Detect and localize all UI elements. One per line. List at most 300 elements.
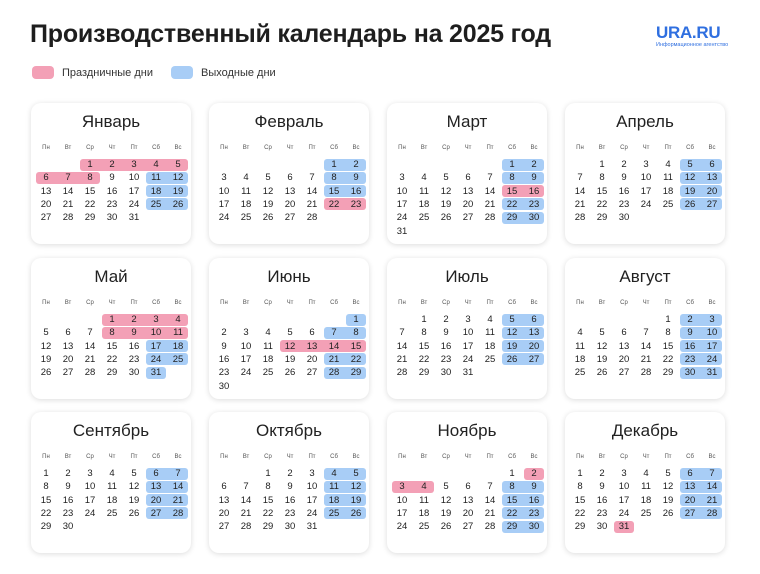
day-cell: 22 (106, 353, 118, 365)
day-cell: 5 (599, 327, 605, 339)
weekday-label: Пт (486, 300, 494, 306)
day-cell: 20 (40, 198, 52, 210)
day-cell: 22 (350, 353, 362, 365)
day-cell: 17 (462, 340, 474, 352)
weekday-label: Вт (64, 300, 72, 306)
day-cell: 17 (240, 353, 252, 365)
day-cell: 31 (150, 367, 162, 379)
day-cell: 28 (574, 212, 586, 224)
day-cell: 12 (440, 494, 452, 506)
day-cell: 23 (528, 507, 540, 519)
day-cell: 21 (306, 198, 318, 210)
day-cell: 3 (131, 159, 137, 170)
day-cell: 9 (287, 481, 293, 493)
day-cell: 4 (331, 468, 337, 479)
day-cell: 13 (218, 494, 230, 506)
legend-item-weekends (171, 66, 276, 79)
weekday-label: Пт (308, 454, 316, 460)
day-cell: 1 (87, 159, 93, 170)
day-cell: 15 (596, 185, 608, 197)
month-name: Март (446, 112, 488, 131)
day-cell: 10 (84, 481, 96, 493)
day-cell: 11 (173, 327, 183, 339)
weekday-label: Вт (242, 454, 250, 460)
day-cell: 18 (106, 494, 118, 506)
day-cell: 23 (350, 198, 362, 210)
month-name: Февраль (254, 112, 324, 131)
day-cell: 26 (662, 507, 674, 519)
day-cell: 6 (687, 468, 693, 479)
day-cell: 17 (706, 340, 718, 352)
day-cell: 28 (306, 212, 318, 224)
day-cell: 8 (599, 172, 605, 184)
day-cell: 28 (396, 367, 408, 379)
day-cell: 17 (640, 185, 652, 197)
day-cell: 24 (706, 353, 718, 365)
weekday-label: Пн (220, 300, 228, 306)
day-cell: 4 (643, 468, 649, 479)
weekday-label: Ср (264, 454, 272, 460)
day-cell: 13 (706, 172, 718, 184)
day-cell: 24 (218, 212, 230, 224)
weekday-label: Ср (620, 454, 628, 460)
day-cell: 21 (84, 353, 96, 365)
day-cell: 25 (106, 507, 118, 519)
day-cell: 20 (150, 494, 162, 506)
weekday-label: Вт (420, 454, 428, 460)
day-cell: 9 (221, 340, 227, 352)
month-card (565, 258, 725, 399)
day-cell: 21 (328, 353, 340, 365)
month-card (565, 412, 725, 553)
day-cell: 28 (706, 507, 718, 519)
day-cell: 22 (596, 198, 608, 210)
weekday-label: Вт (242, 300, 250, 306)
day-cell: 25 (662, 198, 674, 210)
day-cell: 2 (287, 468, 293, 479)
month-card (565, 103, 725, 244)
day-cell: 20 (218, 507, 230, 519)
weekday-label: Чт (286, 454, 294, 460)
day-cell: 26 (128, 507, 140, 519)
day-cell: 27 (284, 212, 296, 224)
day-cell: 26 (350, 507, 362, 519)
weekday-label: Пт (664, 145, 672, 151)
day-cell: 20 (462, 198, 474, 210)
day-cell: 18 (484, 340, 496, 352)
weekday-label: Ср (442, 145, 450, 151)
month-card (31, 103, 191, 244)
day-cell: 28 (240, 521, 252, 533)
weekday-label: Чт (642, 300, 650, 306)
day-cell: 11 (151, 172, 161, 184)
weekday-label: Ср (86, 300, 94, 306)
day-cell: 18 (328, 494, 340, 506)
day-cell: 18 (240, 198, 252, 210)
day-cell: 24 (84, 507, 96, 519)
day-cell: 17 (396, 507, 408, 519)
day-cell: 21 (396, 353, 408, 365)
day-cell: 18 (150, 185, 162, 197)
day-cell: 27 (684, 507, 696, 519)
day-cell: 19 (684, 185, 696, 197)
day-cell: 15 (40, 494, 52, 506)
day-cell: 1 (577, 468, 583, 479)
day-cell: 5 (353, 468, 359, 479)
day-cell: 3 (309, 468, 315, 479)
day-cell: 22 (418, 353, 430, 365)
weekday-label: Пн (220, 145, 228, 151)
day-cell: 4 (577, 327, 583, 339)
day-cell: 2 (687, 314, 693, 325)
day-cell: 28 (484, 521, 496, 533)
day-cell: 29 (574, 521, 586, 533)
day-cell: 23 (284, 507, 296, 519)
day-cell: 19 (440, 198, 452, 210)
day-cell: 16 (440, 340, 452, 352)
weekday-label: Сб (686, 145, 694, 151)
weekday-label: Чт (286, 145, 294, 151)
day-cell: 17 (618, 494, 630, 506)
day-cell: 5 (43, 327, 49, 339)
day-cell: 13 (40, 185, 52, 197)
day-cell: 4 (175, 314, 181, 325)
weekday-label: Сб (330, 145, 338, 151)
day-cell: 5 (175, 159, 181, 170)
day-cell: 18 (172, 340, 184, 352)
day-cell: 21 (484, 198, 496, 210)
weekday-label: Пн (576, 300, 584, 306)
day-cell: 26 (284, 367, 296, 379)
weekday-label: Вс (530, 300, 538, 306)
day-cell: 2 (109, 159, 115, 170)
day-cell: 11 (575, 340, 585, 352)
month-name: Июнь (267, 267, 311, 286)
month-card (209, 103, 369, 244)
day-cell: 17 (306, 494, 318, 506)
day-cell: 24 (640, 198, 652, 210)
day-cell: 6 (65, 327, 71, 339)
day-cell: 11 (263, 340, 273, 352)
day-cell: 12 (284, 340, 296, 352)
legend-item-holidays (32, 66, 153, 79)
day-cell: 7 (65, 172, 71, 184)
weekday-label: Чт (464, 454, 472, 460)
day-cell: 20 (618, 353, 630, 365)
month-name: Сентябрь (72, 421, 150, 440)
day-cell: 13 (462, 185, 474, 197)
day-cell: 8 (109, 327, 115, 339)
day-cell: 10 (150, 327, 162, 339)
day-cell: 6 (153, 468, 159, 479)
day-cell: 4 (109, 468, 115, 479)
day-cell: 31 (618, 521, 630, 533)
day-cell: 4 (421, 481, 427, 493)
day-cell: 8 (509, 172, 515, 184)
day-cell: 25 (240, 212, 252, 224)
day-cell: 10 (306, 481, 318, 493)
weekday-label: Чт (464, 145, 472, 151)
holiday-swatch (32, 66, 54, 79)
day-cell: 3 (243, 327, 249, 339)
day-cell: 13 (62, 340, 74, 352)
day-cell: 12 (662, 481, 674, 493)
weekday-label: Ср (442, 454, 450, 460)
legend (32, 66, 294, 79)
month-card (387, 103, 547, 244)
day-cell: 8 (509, 481, 515, 493)
day-cell: 14 (640, 340, 652, 352)
day-cell: 13 (306, 340, 318, 352)
day-cell: 16 (618, 185, 630, 197)
day-cell: 11 (419, 185, 429, 197)
day-cell: 3 (399, 172, 405, 184)
day-cell: 8 (665, 327, 671, 339)
weekday-label: Пн (576, 454, 584, 460)
day-cell: 9 (109, 172, 115, 184)
day-cell: 2 (443, 314, 449, 325)
day-cell: 18 (262, 353, 274, 365)
weekday-label: Вс (352, 300, 360, 306)
day-cell: 14 (574, 185, 586, 197)
day-cell: 8 (421, 327, 427, 339)
legend-label-holidays: Праздничные дни (62, 66, 153, 79)
weekday-label: Сб (152, 454, 160, 460)
day-cell: 6 (309, 327, 315, 339)
day-cell: 1 (109, 314, 115, 325)
day-cell: 29 (84, 212, 96, 224)
day-cell: 2 (131, 314, 137, 325)
day-cell: 9 (353, 172, 359, 184)
weekday-label: Пн (576, 145, 584, 151)
day-cell: 6 (43, 172, 49, 184)
day-cell: 24 (150, 353, 162, 365)
day-cell: 1 (331, 159, 337, 170)
month-card (209, 412, 369, 553)
day-cell: 13 (618, 340, 630, 352)
day-cell: 15 (506, 185, 518, 197)
day-cell: 15 (328, 185, 340, 197)
weekday-label: Вс (708, 145, 716, 151)
day-cell: 24 (462, 353, 474, 365)
day-cell: 31 (396, 225, 408, 237)
day-cell: 17 (218, 198, 230, 210)
day-cell: 14 (328, 340, 340, 352)
weekday-label: Ср (264, 300, 272, 306)
day-cell: 5 (443, 481, 449, 493)
weekday-label: Ср (442, 300, 450, 306)
day-cell: 24 (306, 507, 318, 519)
day-cell: 12 (684, 172, 696, 184)
day-cell: 25 (418, 212, 430, 224)
day-cell: 27 (462, 212, 474, 224)
day-cell: 22 (84, 198, 96, 210)
day-cell: 31 (306, 521, 318, 533)
ura-ru-logo[interactable] (656, 24, 736, 49)
weekday-label: Вт (598, 145, 606, 151)
day-cell: 27 (618, 367, 630, 379)
day-cell: 5 (131, 468, 137, 479)
day-cell: 24 (618, 507, 630, 519)
day-cell: 25 (418, 521, 430, 533)
day-cell: 1 (265, 468, 271, 479)
day-cell: 27 (306, 367, 318, 379)
day-cell: 2 (531, 468, 537, 479)
day-cell: 15 (506, 494, 518, 506)
day-cell: 12 (350, 481, 362, 493)
weekday-label: Сб (330, 454, 338, 460)
page-title: Производственный календарь на 2025 год (30, 20, 551, 48)
day-cell: 20 (462, 507, 474, 519)
day-cell: 30 (62, 521, 74, 533)
weekday-label: Пн (42, 454, 50, 460)
day-cell: 22 (574, 507, 586, 519)
weekday-label: Пт (130, 145, 138, 151)
day-cell: 8 (43, 481, 49, 493)
day-cell: 16 (284, 494, 296, 506)
day-cell: 11 (663, 172, 673, 184)
weekday-label: Вт (242, 145, 250, 151)
day-cell: 16 (528, 494, 540, 506)
day-cell: 18 (418, 198, 430, 210)
day-cell: 29 (596, 212, 608, 224)
day-cell: 28 (84, 367, 96, 379)
day-cell: 20 (684, 494, 696, 506)
weekday-label: Чт (108, 300, 116, 306)
day-cell: 7 (175, 468, 181, 479)
day-cell: 23 (618, 198, 630, 210)
day-cell: 29 (350, 367, 362, 379)
day-cell: 1 (43, 468, 49, 479)
logo-tagline: Информационное агентство (656, 42, 729, 48)
weekday-label: Вт (64, 145, 72, 151)
day-cell: 2 (221, 327, 227, 339)
day-cell: 9 (531, 172, 537, 184)
day-cell: 26 (262, 212, 274, 224)
day-cell: 4 (421, 172, 427, 184)
month-name: Июль (445, 267, 489, 286)
weekday-label: Сб (508, 145, 516, 151)
day-cell: 29 (106, 367, 118, 379)
day-cell: 30 (440, 367, 452, 379)
day-cell: 27 (218, 521, 230, 533)
day-cell: 2 (621, 159, 627, 170)
day-cell: 16 (218, 353, 230, 365)
day-cell: 6 (709, 159, 715, 170)
day-cell: 1 (509, 468, 515, 479)
day-cell: 9 (531, 481, 537, 493)
day-cell: 8 (331, 172, 337, 184)
day-cell: 31 (462, 367, 474, 379)
day-cell: 23 (684, 353, 696, 365)
weekday-label: Пн (398, 300, 406, 306)
weekday-label: Чт (464, 300, 472, 306)
day-cell: 15 (418, 340, 430, 352)
month-name: Ноябрь (437, 421, 497, 440)
day-cell: 27 (528, 353, 540, 365)
weekday-label: Вт (598, 454, 606, 460)
day-cell: 27 (706, 198, 718, 210)
month-card (31, 258, 191, 399)
day-cell: 21 (240, 507, 252, 519)
day-cell: 1 (509, 159, 515, 170)
day-cell: 14 (172, 481, 184, 493)
weekday-label: Вт (598, 300, 606, 306)
day-cell: 19 (662, 494, 674, 506)
weekday-label: Чт (642, 145, 650, 151)
day-cell: 10 (706, 327, 718, 339)
day-cell: 9 (687, 327, 693, 339)
weekday-label: Пт (130, 454, 138, 460)
day-cell: 7 (87, 327, 93, 339)
month-card (387, 412, 547, 553)
day-cell: 28 (328, 367, 340, 379)
day-cell: 10 (396, 185, 408, 197)
day-cell: 31 (706, 367, 718, 379)
day-cell: 14 (84, 340, 96, 352)
day-cell: 8 (87, 172, 93, 184)
month-card (31, 412, 191, 553)
day-cell: 21 (706, 494, 718, 506)
weekday-label: Вс (708, 454, 716, 460)
day-cell: 6 (221, 481, 227, 493)
day-cell: 8 (353, 327, 359, 339)
weekday-label: Пн (42, 300, 50, 306)
day-cell: 1 (353, 314, 359, 325)
day-cell: 11 (241, 185, 251, 197)
day-cell: 3 (709, 314, 715, 325)
day-cell: 26 (596, 367, 608, 379)
day-cell: 2 (599, 468, 605, 479)
day-cell: 12 (262, 185, 274, 197)
weekday-label: Сб (508, 300, 516, 306)
day-cell: 29 (418, 367, 430, 379)
weekday-label: Сб (152, 145, 160, 151)
day-cell: 3 (621, 468, 627, 479)
day-cell: 20 (284, 198, 296, 210)
weekday-label: Вт (420, 145, 428, 151)
day-cell: 25 (640, 507, 652, 519)
day-cell: 19 (440, 507, 452, 519)
day-cell: 8 (577, 481, 583, 493)
weekday-label: Пн (42, 145, 50, 151)
day-cell: 7 (643, 327, 649, 339)
month-name: Декабрь (611, 421, 679, 440)
day-cell: 9 (443, 327, 449, 339)
day-cell: 24 (240, 367, 252, 379)
weekday-label: Чт (108, 145, 116, 151)
month-card (209, 258, 369, 399)
day-cell: 16 (62, 494, 74, 506)
day-cell: 16 (596, 494, 608, 506)
day-cell: 14 (62, 185, 74, 197)
day-cell: 3 (87, 468, 93, 479)
day-cell: 7 (709, 468, 715, 479)
day-cell: 13 (462, 494, 474, 506)
day-cell: 11 (107, 481, 117, 493)
day-cell: 11 (485, 327, 495, 339)
day-cell: 21 (484, 507, 496, 519)
day-cell: 7 (487, 481, 493, 493)
day-cell: 14 (484, 494, 496, 506)
day-cell: 3 (643, 159, 649, 170)
month-name: Октябрь (256, 421, 322, 440)
day-cell: 30 (528, 521, 540, 533)
weekday-label: Пт (664, 454, 672, 460)
day-cell: 21 (62, 198, 74, 210)
day-cell: 25 (262, 367, 274, 379)
logo-name: URA.RU (656, 23, 721, 42)
